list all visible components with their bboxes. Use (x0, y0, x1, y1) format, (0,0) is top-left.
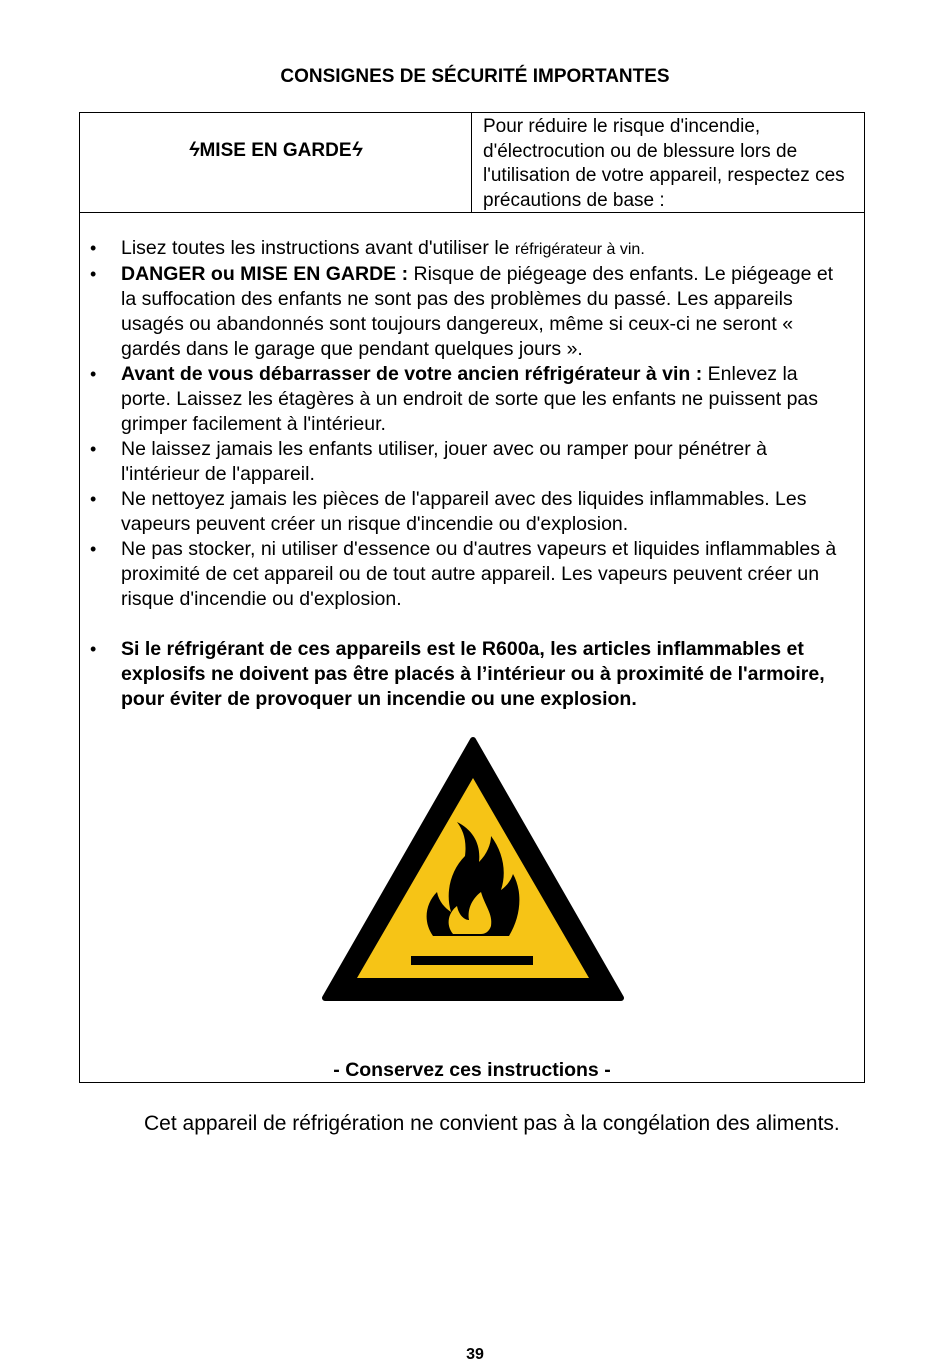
page-number: 39 (466, 1346, 484, 1363)
lightning-icon: ϟ (349, 139, 365, 161)
list-item: • Ne nettoyez jamais les pièces de l'appareil avec des liquides inflammables. Les vapeurs peuvent créer un risque d'incendie ou d'explosion. (80, 487, 864, 537)
list-item: • DANGER ou MISE EN GARDE : Risque de piégeage des enfants. Le piégeage et la suffocation des enfants ne sont pas des problèmes du passé. Les appareils usagés ou abandonnés sont toujours dangereux, même si ceux-ci ne seront « gardés dans le garage que pendant quelques jours ». (80, 262, 864, 362)
warning-label-cell (80, 113, 472, 212)
freezing-note: Cet appareil de réfrigération ne convient pas à la congélation des aliments. (144, 1112, 840, 1135)
list-item: • Lisez toutes les instructions avant d'utiliser le réfrigérateur à vin. (80, 236, 864, 262)
safety-box (79, 112, 865, 1083)
list-item: • Avant de vous débarrasser de votre ancien réfrigérateur à vin : Enlevez la porte. Laissez les étagères à un endroit de sorte que les enfants ne puissent pas grimper facilement à l'intérieur. (80, 362, 864, 437)
list-item: • Si le réfrigérant de ces appareils est le R600a, les articles inflammables et explosifs ne doivent pas être placés à l’intérieur ou à proximité de l'armoire, pour éviter de provoquer un incendie ou une explosion. (80, 637, 864, 712)
safety-list (80, 236, 864, 712)
flammable-warning-icon (321, 736, 625, 1004)
list-item: • Ne laissez jamais les enfants utiliser, jouer avec ou ramper pour pénétrer à l'intérieur de l'appareil. (80, 437, 864, 487)
keep-instructions-note: - Conservez ces instructions - (333, 1059, 611, 1081)
warning-intro: Pour réduire le risque d'incendie, d'électrocution ou de blessure lors de l'utilisation de votre appareil, respectez ces précautions de base : (483, 116, 845, 211)
lightning-icon: ϟ (187, 139, 202, 161)
warning-header (80, 113, 864, 213)
list-item: • Ne pas stocker, ni utiliser d'essence ou d'autres vapeurs et liquides inflammables à proximité de cet appareil ou de tout autre appareil. Les vapeurs peuvent créer un risque d'incendie ou d'explosion. (80, 537, 864, 612)
page-title: CONSIGNES DE SÉCURITÉ IMPORTANTES (280, 66, 670, 87)
warning-label: MISE EN GARDE (199, 139, 352, 161)
